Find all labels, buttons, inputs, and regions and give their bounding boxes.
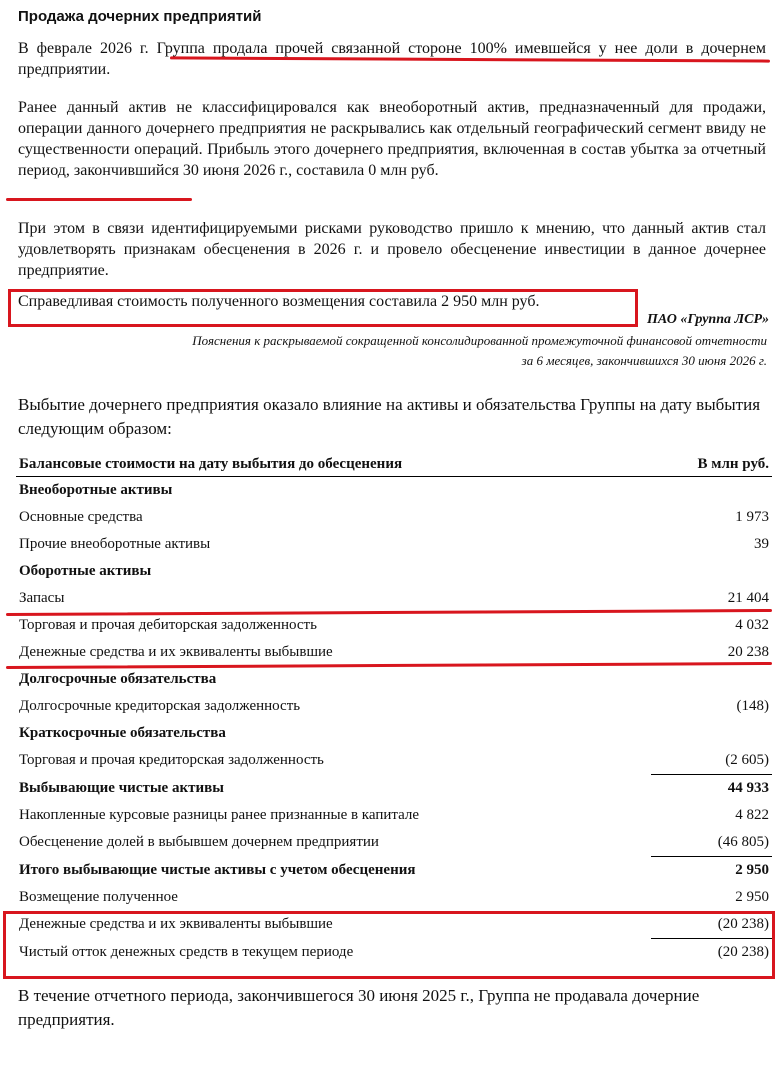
- report-period: за 6 месяцев, закончившихся 30 июня 2026 г.: [521, 353, 767, 368]
- table-row: Торговая и прочая дебиторская задолженность 4 032: [19, 617, 769, 633]
- annotation-box: [3, 911, 775, 979]
- table-row: Денежные средства и их эквиваленты выбывшие (20 238): [19, 916, 769, 933]
- table-row: Прочие внеоборотные активы 39: [19, 536, 769, 552]
- column-header-label: Балансовые стоимости на дату выбытия до обесценения: [16, 452, 651, 477]
- company-name: ПАО «Группа ЛСР»: [647, 312, 769, 327]
- table-row: Торговая и прочая кредиторская задолженность (2 605): [19, 752, 769, 769]
- table-row: Возмещение полученное 2 950: [19, 889, 769, 905]
- table-row: Накопленные курсовые разницы ранее признанные в капитале 4 822: [19, 807, 769, 823]
- paragraph-fair-value: Справедливая стоимость полученного возмещения составила 2 950 млн руб.: [18, 293, 540, 310]
- table-row: Запасы 21 404: [19, 590, 769, 606]
- table-row: Денежные средства и их эквиваленты выбывшие 20 238: [19, 644, 769, 660]
- paragraph-impairment: При этом в связи идентифицируемыми рисками руководство пришло к мнению, что данный актив стал удовлетворять признакам обесценения в 2026 г. и провело обесценение инвестиции в данное дочернее предприятие.: [18, 220, 766, 279]
- disposal-table: [16, 452, 772, 966]
- report-subtitle: Пояснения к раскрываемой сокращенной консолидированной промежуточной финансовой отчетности: [192, 333, 767, 348]
- paragraph-classification: Ранее данный актив не классифицировался как внеоборотный актив, предназначенный для продажи, операции данного дочернего предприятия не раскрывались как отдельный географический сегмент ввиду не существенности операций. Прибыль этого дочернего предприятия, включенная в состав убытка за отчетный период, закончившийся 30 июня 2026 г., составила 0 млн руб.: [18, 99, 766, 179]
- table-row: Краткосрочные обязательства: [19, 725, 226, 741]
- table-row: Оборотные активы: [19, 563, 152, 579]
- table-row: Итого выбывающие чистые активы с учетом обесценения 2 950: [16, 857, 772, 885]
- annotation-underline: [6, 198, 192, 201]
- section-title: Продажа дочерних предприятий: [18, 8, 262, 25]
- paragraph-sale: В феврале 2026 г. Группа продала прочей связанной стороне 100% имевшейся у нее доли в дочернем предприятии.: [18, 40, 766, 78]
- table-row: Внеоборотные активы: [19, 482, 173, 498]
- table-header-row: [16, 452, 772, 477]
- annotation-box: [8, 289, 638, 327]
- table-row: Чистый отток денежных средств в текущем периоде (20 238): [16, 939, 772, 967]
- table-row: Долгосрочные кредиторская задолженность (148): [19, 698, 769, 714]
- table-row: Долгосрочные обязательства: [19, 671, 217, 687]
- table-intro: Выбытие дочернего предприятия оказало влияние на активы и обязательства Группы на дату выбытия следующим образом:: [18, 395, 761, 438]
- table-row: Основные средства 1 973: [19, 509, 769, 525]
- table-row: Обесценение долей в выбывшем дочернем предприятии (46 805): [19, 834, 769, 851]
- column-header-unit: В млн руб.: [651, 452, 772, 477]
- footer-note: В течение отчетного периода, закончившегося 30 июня 2025 г., Группа не продавала дочерние предприятия.: [18, 986, 700, 1029]
- table-row: Выбывающие чистые активы 44 933: [16, 775, 772, 803]
